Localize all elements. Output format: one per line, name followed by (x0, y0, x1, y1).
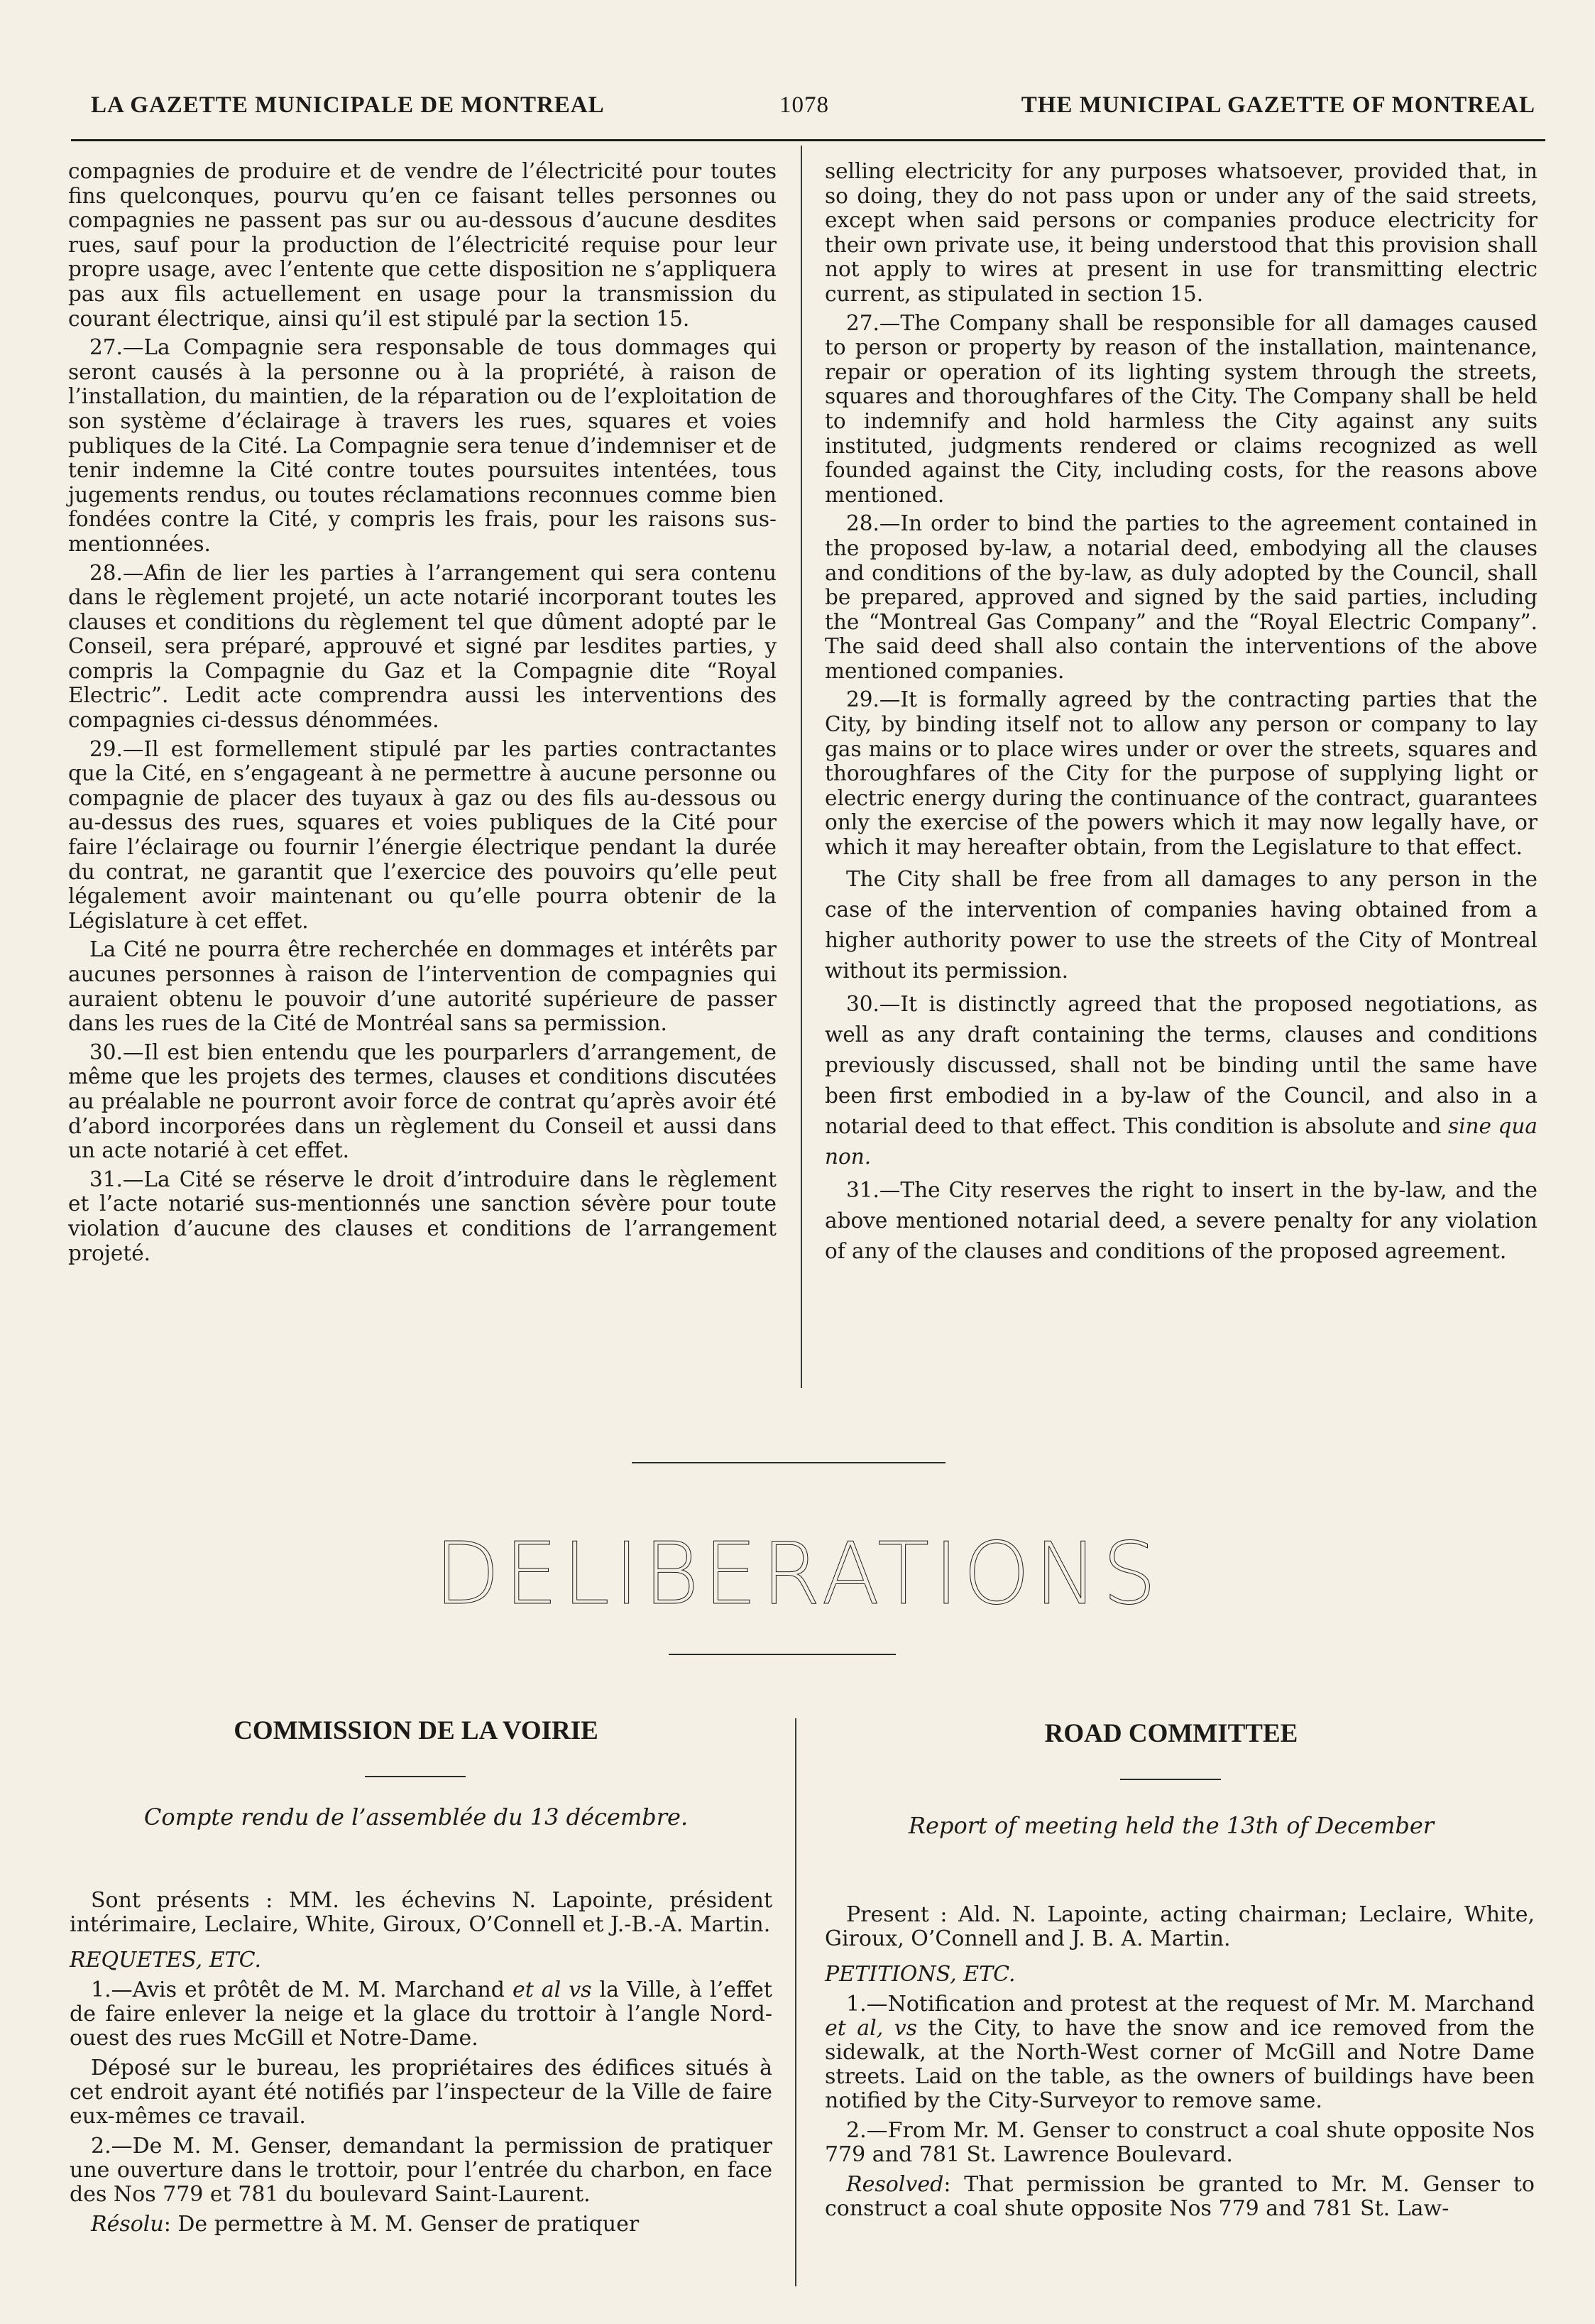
resolution-label: Resolved (846, 2172, 944, 2197)
french-paragraph: 28.—Afin de lier les parties à l’arrangement qui sera contenu dans le règlement projeté, un acte notarié incorporant toutes les clauses et conditions du règlement tel que dûment adopté par le Conseil, sera préparé, approuvé et signé par lesdites parties, y compris la Compagnie du Gaz et la Compagnie dite “Royal Electric”. Ledit acte comprendra aussi les interventions des compagnies ci-dessus dénommées. (68, 560, 777, 733)
french-paragraph: 27.—La Compagnie sera responsable de tous dommages qui seront causés à la personne ou à la propriété, à raison de l’installation, du maintien, de la réparation ou de l’exploitation de son système d’éclairage à travers les rues, squares et voies publiques de la Cité. La Compagnie sera tenue d’indemniser et de tenir indemne la Cité contre toutes poursuites intentées, tous jugements rendus, ou toutes réclamations reconnues comme bien fondées contre la Cité, y compris les frais, pour les raisons sus-mentionnées. (68, 335, 777, 556)
english-paragraph-text: 30.—It is distinctly agreed that the proposed negotiations, as well as any draft containing the terms, clauses and conditions previously discussed, shall not be binding until the same have been first embodied in a by-law of the Council, and also in a notarial deed to that effect. This condition is absolute and (825, 991, 1538, 1138)
request-item (825, 1992, 1535, 2113)
english-column-bottom (825, 1903, 1535, 2227)
title-underline (365, 1776, 466, 1777)
english-paragraph: The City shall be free from all damages to any person in the case of the intervention of companies having obtained from a higher authority power to use the streets of the City of Montreal without its permission. (825, 866, 1538, 983)
section-rule (669, 1654, 896, 1655)
english-paragraph (825, 989, 1538, 1172)
request-text: 1.—Avis et prôtêt de M. M. Marchand (91, 1977, 513, 2002)
french-paragraph: compagnies de produire et de vendre de l’électricité pour toutes fins quelconques, pourvu qu’en ce faisant telles personnes ou compagnies ne passent pas sur ou au-dessous d’aucune desdites rues, sauf pour la production de l’électricité requise pour leur propre usage, avec l’entente que cette disposition ne s’appliquera pas aux fils actuellement en usage pour la transmission du courant électrique, ainsi qu’il est stipulé par la section 15. (68, 159, 777, 331)
column-divider (801, 146, 802, 1388)
french-column-bottom (70, 1889, 772, 2242)
english-section-title: ROAD COMMITTEE (1044, 1719, 1298, 1748)
request-item: 2.—From Mr. M. Genser to construct a coal shute opposite Nos 779 and 781 St. Lawrence Boulevard. (825, 2118, 1535, 2167)
resolution-text: : De permettre à M. M. Genser de pratiquer (163, 2212, 640, 2237)
page-number: 1078 (779, 92, 829, 118)
french-paragraph: La Cité ne pourra être recherchée en dommages et intérêts par aucunes personnes à raison de l’intervention de compagnies qui auraient obtenu le pouvoir d’une autorité supérieure de passer dans les rues de la Cité de Montréal sans sa permission. (68, 937, 777, 1036)
request-italic: et al vs (512, 1977, 592, 2002)
page-header (91, 92, 1535, 128)
attendance-text: Present : Ald. N. Lapointe, acting chairman; Leclaire, White, Giroux, O’Connell and J. B. A. Martin. (825, 1902, 1535, 1951)
french-paragraph: 29.—Il est formellement stipulé par les parties contractantes que la Cité, en s’engageant à ne permettre à aucune personne ou compagnie de placer des tuyaux à gaz ou des fils au-dessous ou au-dessus des rues, squares et voies publiques de la Cité pour faire l’éclairage ou fournir l’énergie électrique pendant la durée du contrat, ne garantit que l’exercice des pouvoirs qu’elle peut légalement avoir maintenant ou qu’elle pourra obtenir de la Législature à cet effet. (68, 736, 777, 933)
english-paragraph: 27.—The Company shall be responsible for all damages caused to person or property by reason of the installation, maintenance, repair or operation of its lighting system through the streets, squares and thoroughfares of the City. The Company shall be held to indemnify and hold harmless the City against any suits instituted, judgments rendered or claims recognized as well founded against the City, including costs, for the reasons above mentioned. (825, 310, 1538, 507)
english-column-top (825, 159, 1538, 1270)
english-paragraph-italic: sine qua non. (825, 1113, 1538, 1169)
request-text: the City, to have the snow and ice removed from the sidewalk, at the North-West corner of McGill and Notre Dame streets. Laid on the table, as the owners of buildings have been notified by the City-Surveyor to remove same. (825, 2016, 1535, 2113)
request-resolution: Déposé sur le bureau, les propriétaires des édifices situés à cet endroit ayant été notifiés par l’inspecteur de la Ville de faire eux-mêmes ce travail. (70, 2056, 772, 2129)
french-section-title: COMMISSION DE LA VOIRIE (234, 1716, 598, 1745)
request-resolution (825, 2173, 1535, 2221)
english-paragraph: selling electricity for any purposes whatsoever, provided that, in so doing, they do not pass upon or under any of the said streets, except when said persons or companies produce electricity for their own private use, it being understood that this provision shall not apply to wires at present in use for transmitting electric current, as stipulated in section 15. (825, 159, 1538, 306)
deliberations-title: DELIBERATIONS (434, 1525, 1161, 1624)
request-italic: et al, vs (825, 2016, 918, 2041)
request-item: 2.—De M. M. Genser, demandant la permission de pratiquer une ouverture dans le trottoir, pour l’entrée du charbon, en face des Nos 779 et 781 du boulevard Saint-Laurent. (70, 2134, 772, 2207)
subsection-heading: PETITIONS, ETC. (825, 1962, 1016, 1987)
french-meeting-subtitle: Compte rendu de l’assemblée du 13 décembre. (143, 1804, 689, 1831)
column-divider (795, 1718, 796, 2286)
english-paragraph: 28.—In order to bind the parties to the agreement contained in the proposed by-law, a notarial deed, embodying all the clauses and conditions of the by-law, as duly adopted by the Council, shall be prepared, approved and signed by the said parties, including the “Montreal Gas Company” and the “Royal Electric Company”. The said deed shall also contain the interventions of the above mentioned companies. (825, 511, 1538, 683)
attendance-text: Sont présents : MM. les échevins N. Lapointe, président intérimaire, Leclaire, White, Giroux, O’Connell et J.-B.-A. Martin. (70, 1888, 772, 1937)
subsection-heading: REQUETES, ETC. (70, 1948, 262, 1973)
header-english-title: THE MUNICIPAL GAZETTE OF MONTREAL (1021, 92, 1535, 118)
request-resolution (70, 2213, 772, 2237)
resolution-label: Résolu (91, 2212, 164, 2237)
request-item (70, 1978, 772, 2051)
header-rule (71, 139, 1545, 141)
english-paragraph: 31.—The City reserves the right to insert in the by-law, and the above mentioned notarial deed, a severe penalty for any violation of any of the clauses and conditions of the proposed agreement. (825, 1177, 1538, 1263)
english-paragraph: 29.—It is formally agreed by the contracting parties that the City, by binding itself not to allow any person or company to lay gas mains or to place wires under or over the streets, squares and thoroughfares of the City for the purpose of supplying light or electric energy during the continuance of the contract, guarantees only the exercise of the powers which it may now legally have, or which it may hereafter obtain, from the Legislature to that effect. (825, 687, 1538, 860)
french-column-top (68, 159, 777, 1270)
french-paragraph: 31.—La Cité se réserve le droit d’introduire dans le règlement et l’acte notarié sus-mentionnés une sanction sévère pour toute violation d’aucune des clauses et conditions de l’arrangement projeté. (68, 1167, 777, 1265)
french-paragraph: 30.—Il est bien entendu que les pourparlers d’arrangement, de même que les projets des termes, clauses et conditions discutées au préalable ne pourront avoir force de contrat qu’après avoir été d’abord incorporées dans un règlement du Conseil et aussi dans un acte notarié à cet effet. (68, 1040, 777, 1163)
english-meeting-subtitle: Report of meeting held the 13th of December (908, 1812, 1435, 1839)
resolution-text: : That permission be granted to Mr. M. Genser to construct a coal shute opposite Nos 779 and 781 St. Law- (825, 2172, 1535, 2221)
title-underline (1120, 1779, 1221, 1780)
section-rule (632, 1462, 946, 1463)
request-text: 1.—Notification and protest at the request of Mr. M. Marchand (846, 1992, 1535, 2017)
header-french-title: LA GAZETTE MUNICIPALE DE MONTREAL (91, 92, 605, 118)
request-text: la Ville, à l’effet de faire enlever la neige et la glace du trottoir à l’angle Nord-ouest des rues McGill et Notre-Dame. (70, 1977, 772, 2051)
